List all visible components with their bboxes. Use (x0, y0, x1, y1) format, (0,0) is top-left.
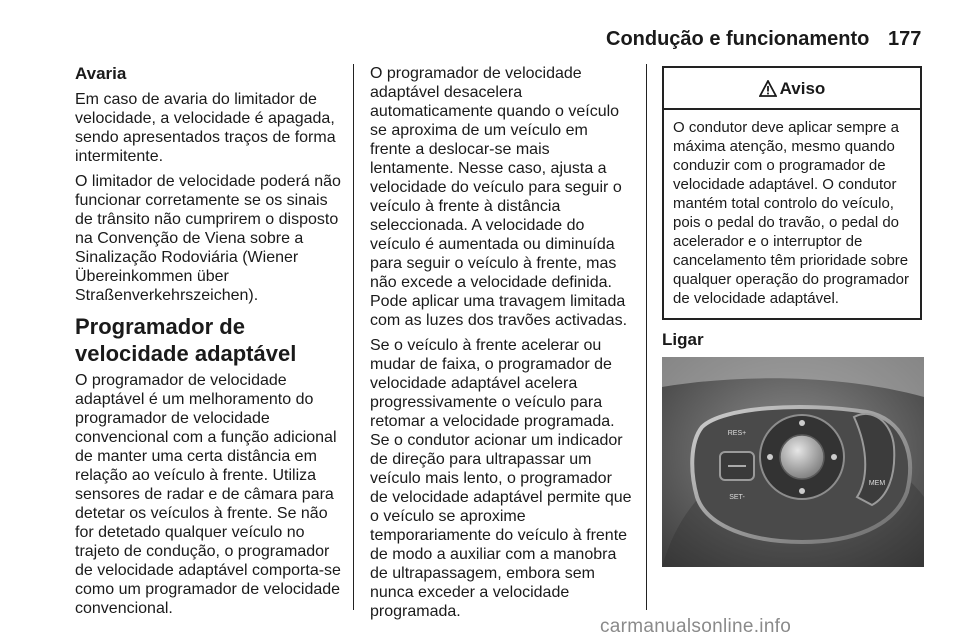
column-divider-1 (353, 64, 354, 610)
column-middle (370, 64, 632, 627)
section-heading: Programador de velocidade adaptável (75, 314, 297, 366)
page-number: 177 (888, 28, 922, 50)
avaria-heading: Avaria (75, 64, 127, 83)
column-right (662, 63, 926, 567)
page-header (0, 0, 960, 50)
avaria-paragraph-2: O limitador de velocidade poderá não funcionar corretamente se os sinais de trânsito não cumprirem o disposto na Convenção de Viena sobre a Sinalização Rodoviária (Wiener Übereinkommen über Straßenverkehrszeichen). (75, 173, 341, 304)
ligar-heading: Ligar (662, 330, 704, 349)
column-left (75, 63, 341, 624)
warning-title: Aviso (779, 78, 826, 98)
warning-header (664, 68, 920, 110)
avaria-paragraph-1: Em caso de avaria do limitador de velocidade, a velocidade é apagada, sendo apresentados traços de forma intermitente. (75, 91, 336, 165)
page-title: Condução e funcionamento (606, 28, 870, 50)
column-divider-2 (646, 64, 647, 610)
section-paragraph-1: O programador de velocidade adaptável é um melhoramento do programador de velocidade convencional com a função adicional de manter uma certa distância em relação ao veículo à frente. Utiliza sensores de radar e de câmara para detetar os veículos à frente. Se não for detetado qualquer veículo no trajeto de condução, o programador de velocidade adaptável comporta-se como um programador de velocidade convencional. (75, 372, 341, 617)
warning-triangle-icon (759, 80, 777, 97)
watermark: carmanualsonline.info (600, 616, 792, 637)
mem-label: MEM (868, 480, 886, 487)
middle-paragraph-2: Se o veículo à frente acelerar ou mudar de faixa, o programador de velocidade adaptável acelera progressivamente o veículo para retomar a velocidade programada. Se o condutor acionar um indicador de direção para ultrapassar um veículo mais lento, o programador de velocidade adaptável permite que o veículo se aproxime temporariamente do veículo à frente de modo a auxiliar com a manobra de ultrapassagem, embora sem nunca exceder a velocidade programada. (370, 337, 632, 620)
set-label: SET- (729, 494, 745, 501)
res-label: RES+ (727, 430, 747, 437)
warning-box (662, 66, 922, 320)
middle-paragraph-1: O programador de velocidade adaptável desacelera automaticamente quando o veículo se aproxima de um veículo em frente a deslocar-se mais lentamente. Nesse caso, ajusta a velocidade do veículo para seguir o veículo à frente à distância seleccionada. A velocidade do veículo é aumentada ou diminuída para seguir o veículo à frente, mas não excede a velocidade definida. Pode aplicar uma travagem limitada com as luzes dos travões activadas. (370, 65, 628, 329)
steering-wheel-controls-photo (662, 357, 924, 567)
warning-body: O condutor deve aplicar sempre a máxima atenção, mesmo quando conduzir com o programador de velocidade adaptável. O condutor mantém total controlo do veículo, pois o pedal do travão, o pedal do acelerador e o interruptor de cancelamento têm prioridade sobre qualquer operação do programador de velocidade adaptável. (673, 119, 909, 307)
